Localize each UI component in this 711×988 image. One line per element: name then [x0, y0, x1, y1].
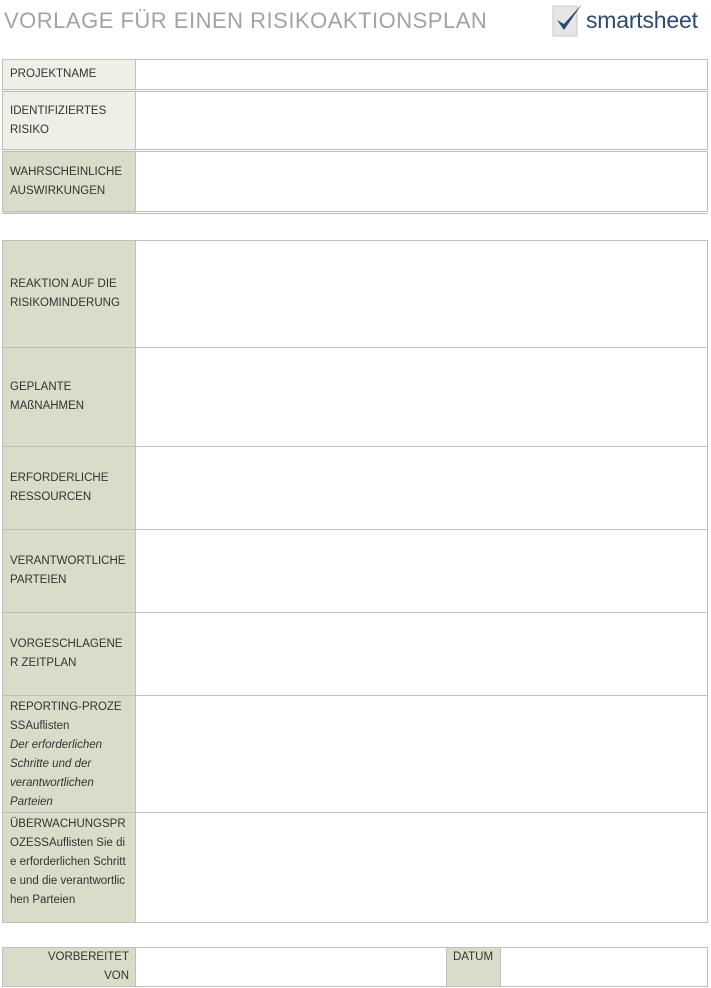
label-wahrscheinliche-auswirkungen: WAHRSCHEINLICHE AUSWIRKUNGEN [3, 151, 136, 213]
field-ueberwachungsprozess[interactable] [136, 813, 708, 923]
action-plan-table [2, 240, 708, 923]
label-verantwortliche-parteien: VERANTWORTLICHE PARTEIEN [3, 530, 136, 613]
field-reporting-prozess[interactable] [136, 696, 708, 813]
field-vorgeschlagener-zeitplan[interactable] [136, 613, 708, 696]
label-geplante-massnahmen: GEPLANTE MAßNAHMEN [3, 348, 136, 447]
checkmark-logo-icon [552, 2, 584, 38]
label-datum: DATUM [447, 948, 501, 987]
field-identifiziertes-risiko[interactable] [136, 91, 708, 151]
logo-text: smartsheet [586, 6, 698, 33]
field-verantwortliche-parteien[interactable] [136, 530, 708, 613]
label-projektname: PROJEKTNAME [3, 60, 136, 91]
label-reaktion-risikominderung: REAKTION AUF DIE RISIKOMINDERUNG [3, 241, 136, 348]
label-vorgeschlagener-zeitplan: VORGESCHLAGENER ZEITPLAN [3, 613, 136, 696]
field-reaktion-risikominderung[interactable] [136, 241, 708, 348]
smartsheet-logo [552, 2, 710, 38]
label-erforderliche-ressourcen: ERFORDERLICHE RESSOURCEN [3, 447, 136, 530]
label-identifiziertes-risiko: IDENTIFIZIERTES RISIKO [3, 91, 136, 151]
label-vorbereitet-von: VORBEREITET VON [3, 948, 136, 987]
reporting-hint: Der erforderlichen Schritte und der verantwortlichen Parteien [10, 739, 103, 808]
field-projektname[interactable] [136, 60, 708, 91]
field-erforderliche-ressourcen[interactable] [136, 447, 708, 530]
signature-table [2, 947, 708, 987]
label-ueberwachungsprozess: ÜBERWACHUNGSPROZESSAuflisten Sie die erforderlichen Schritte und die verantwortlichen Parteien [3, 813, 136, 923]
field-wahrscheinliche-auswirkungen[interactable] [136, 151, 708, 213]
project-info-table [2, 59, 708, 214]
field-datum[interactable] [501, 948, 708, 987]
page-title: VORLAGE FÜR EINEN RISIKOAKTIONSPLAN [4, 8, 488, 33]
field-geplante-massnahmen[interactable] [136, 348, 708, 447]
field-vorbereitet-von[interactable] [136, 948, 447, 987]
label-reporting-prozess: REPORTING-PROZESSAuflisten Der erforderlichen Schritte und der verantwortlichen Parteien [3, 696, 136, 813]
